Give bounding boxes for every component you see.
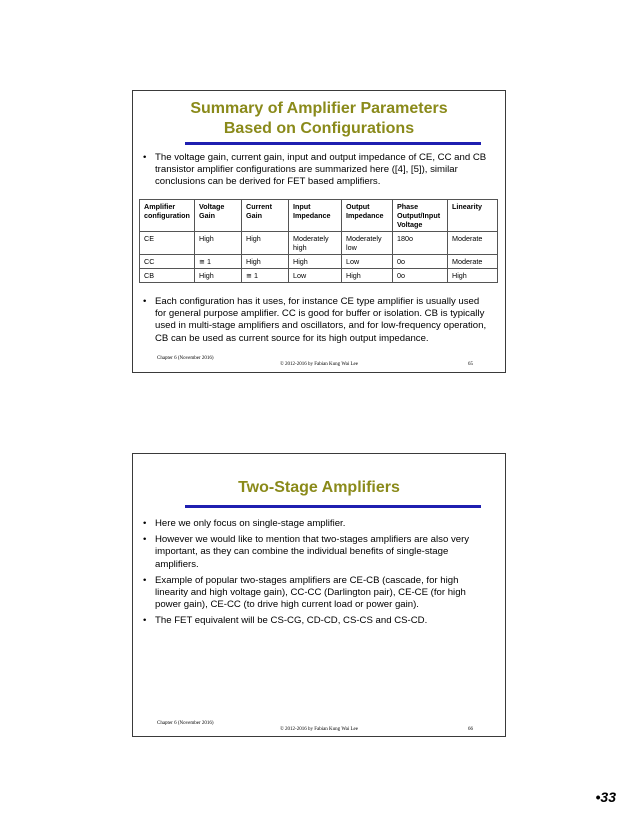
table-cell: Moderately high <box>289 232 342 255</box>
table-cell: High <box>242 255 289 269</box>
table-cell: CC <box>140 255 195 269</box>
table-cell: Moderate <box>448 255 498 269</box>
table-row <box>140 269 498 283</box>
column-header: Voltage Gain <box>195 200 242 232</box>
table-cell: High <box>195 269 242 283</box>
slide-title-line2: Based on Configurations <box>223 120 415 137</box>
table-cell: High <box>342 269 393 283</box>
bullet-item <box>141 575 493 612</box>
bullet-marker: • <box>143 534 147 546</box>
bullet-text: Here we only focus on single-stage amplifier. <box>155 518 346 529</box>
table-cell: 180o <box>393 232 448 255</box>
bullet-item <box>141 152 493 189</box>
slide-title: Two-Stage Amplifiers <box>238 479 400 496</box>
table-cell: High <box>195 232 242 255</box>
footer-slide-number: 65 <box>468 362 473 367</box>
table-row <box>140 255 498 269</box>
footer-copyright: © 2012-2016 by Fabian Kung Wai Lee <box>279 727 358 732</box>
bullet-marker: • <box>143 615 147 627</box>
table-cell: CE <box>140 232 195 255</box>
column-header: Current Gain <box>242 200 289 232</box>
bullet-list <box>141 518 493 632</box>
table-cell: High <box>242 232 289 255</box>
table-cell: Low <box>342 255 393 269</box>
bullet-marker: • <box>143 518 147 529</box>
column-header: Output Impedance <box>342 200 393 232</box>
table-cell: CB <box>140 269 195 283</box>
bullet-marker: • <box>143 152 147 163</box>
slide-title <box>133 99 505 139</box>
table-cell: Moderate <box>448 232 498 255</box>
page-number: •33 <box>595 789 616 805</box>
column-header: Linearity <box>448 200 498 232</box>
column-header: Phase Output/Input Voltage <box>393 200 448 232</box>
footer-chapter: Chapter 6 (November 2016) <box>157 356 214 361</box>
slide-title-line1: Summary of Amplifier Parameters <box>190 100 448 117</box>
bullet-marker: • <box>143 574 147 586</box>
table-row <box>140 232 498 255</box>
footer-slide-number: 66 <box>468 727 473 732</box>
slide-summary-amplifier-parameters <box>132 90 506 373</box>
bullet-text: Example of popular two-stages amplifiers are CE-CB (cascade, for high linearity and high voltage gain), CC-CC (Darlington pair), CE-CE (for high power gain), CE-CC (to drive high current load or power gain). <box>155 574 466 611</box>
bullet-text: The voltage gain, current gain, input and output impedance of CE, CC and CB transistor amplifier configurations are summarized here ([4], [5]), similar conclusions can be derived for FET based amplifiers. <box>155 152 487 188</box>
bullet-item <box>141 534 493 571</box>
table-cell: Low <box>289 269 342 283</box>
title-underline <box>185 142 481 145</box>
footer-chapter: Chapter 6 (November 2016) <box>157 721 214 726</box>
bullet-marker: • <box>143 296 147 307</box>
table-cell: ≅ 1 <box>242 269 289 283</box>
table-cell: ≅ 1 <box>195 255 242 269</box>
table-cell: 0o <box>393 255 448 269</box>
table-header-row <box>140 200 498 232</box>
column-header: Amplifier configuration <box>140 200 195 232</box>
bullet-item <box>141 518 493 530</box>
table-cell: High <box>448 269 498 283</box>
column-header: Input Impedance <box>289 200 342 232</box>
footer-copyright: © 2012-2016 by Fabian Kung Wai Lee <box>279 362 358 367</box>
amplifier-parameters-table <box>139 199 498 283</box>
table-cell: 0o <box>393 269 448 283</box>
bullet-text: However we would like to mention that two-stages amplifiers are also very important, as they can combine the individual benefits of single-stage amplifiers. <box>155 534 470 570</box>
table-cell: Moderately low <box>342 232 393 255</box>
table-cell: High <box>289 255 342 269</box>
slide-two-stage-amplifiers <box>132 453 506 737</box>
bullet-item <box>141 296 493 345</box>
title-underline <box>185 505 481 508</box>
bullet-list-top <box>141 152 493 191</box>
bullet-list-bottom <box>141 296 493 347</box>
bullet-item <box>141 615 493 627</box>
bullet-text: The FET equivalent will be CS-CG, CD-CD, CS-CS and CS-CD. <box>155 615 428 627</box>
bullet-text: Each configuration has it uses, for instance CE type amplifier is usually used for general purpose amplifier. CC is good for buffer or isolation. CB is typically used in multi-stage amplifiers and oscillators, and for low-frequency operation, CB can be used as current source for its high output impedance. <box>155 296 487 344</box>
